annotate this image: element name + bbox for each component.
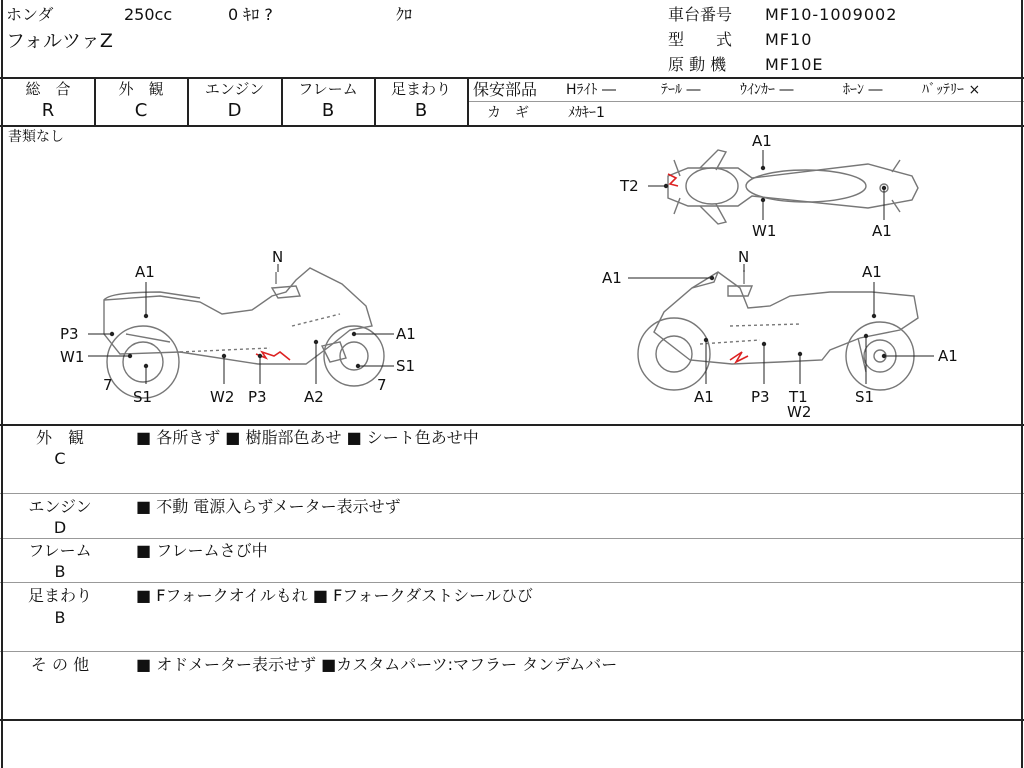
note-label: 外 観 <box>35 428 84 447</box>
model-name: フォルツァZ <box>6 30 113 52</box>
type-value: MF10 <box>765 30 813 49</box>
diagram-label: S1 <box>396 357 416 375</box>
grade-value: B <box>321 100 335 121</box>
diagram-label: N <box>272 248 284 266</box>
note-grade: B <box>54 562 66 581</box>
damage-marks <box>256 174 748 362</box>
note-label: エンジン <box>28 497 92 516</box>
diagram-label: W1 <box>752 222 777 240</box>
note-text: ■ 各所きず ■ 樹脂部色あせ ■ シート色あせ中 <box>136 428 479 447</box>
grade-value: D <box>227 100 242 121</box>
key-value: ﾒｶｷｰ1 <box>568 105 605 121</box>
note-text: ■ オドメーター表示せず ■カスタムパーツ:マフラー タンデムバー <box>136 655 618 674</box>
mileage: 0 ｷﾛ ? <box>228 5 273 24</box>
note-grade: D <box>53 518 67 537</box>
key-label: カ ギ <box>487 105 529 121</box>
note-text: ■ 不動 電源入らずメーター表示せず <box>136 497 401 516</box>
note-label: 足まわり <box>27 586 92 605</box>
grade-label: 足まわり <box>390 80 451 98</box>
color: ｸﾛ <box>396 5 413 24</box>
diagram-label: A1 <box>862 263 882 281</box>
grade-value: C <box>134 100 148 121</box>
safety-battery: ﾊﾞｯﾃﾘｰ × <box>922 82 981 98</box>
note-grade: C <box>54 449 66 468</box>
safety-winker: ｳｲﾝｶｰ ― <box>740 82 794 98</box>
displacement: 250cc <box>124 5 173 24</box>
diagram-label: W2 <box>787 403 812 421</box>
note-label: そ の 他 <box>30 655 90 674</box>
diagram-label: W1 <box>60 348 85 366</box>
diagram-label: 7 <box>377 376 387 394</box>
diagram-label: A1 <box>602 269 622 287</box>
diagram-label: 7 <box>103 376 113 394</box>
diagram-label: W2 <box>210 388 235 406</box>
leader-lines <box>88 150 934 384</box>
diagram-label: N <box>738 248 750 266</box>
maker: ホンダ <box>6 5 54 24</box>
frame-no: MF10-1009002 <box>765 5 898 24</box>
diagram-label: A1 <box>135 263 155 281</box>
grade-value: B <box>414 100 428 121</box>
grade-value: R <box>41 100 55 121</box>
note-text: ■ Fフォークオイルもれ ■ Fフォークダストシールひび <box>136 586 533 605</box>
diagram-label: T2 <box>620 177 639 195</box>
diagram-label: T1 <box>789 388 808 406</box>
engine-value: MF10E <box>765 55 824 74</box>
diagram-label: P3 <box>751 388 770 406</box>
safety-taillight: ﾃｰﾙ ― <box>661 82 701 98</box>
diagram-label: S1 <box>855 388 875 406</box>
scooter-right-view <box>638 270 918 390</box>
grade-label: フレーム <box>298 80 358 98</box>
diagram-label: A1 <box>752 132 772 150</box>
diagram-label: P3 <box>248 388 267 406</box>
engine-label: 原 動 機 <box>668 55 727 74</box>
grade-label: エンジン <box>204 80 265 98</box>
diagram-label: A1 <box>872 222 892 240</box>
damage-points <box>110 166 886 368</box>
diagram-labels <box>60 132 958 421</box>
documents-status: 書類なし <box>8 129 64 145</box>
note-grade: B <box>54 608 66 627</box>
diagram-label: A1 <box>938 347 958 365</box>
type-label: 型 式 <box>668 30 733 49</box>
diagram-label: A2 <box>304 388 324 406</box>
scooter-top-view <box>668 150 918 224</box>
note-text: ■ フレームさび中 <box>136 541 268 560</box>
grade-label: 総 合 <box>25 80 71 98</box>
diagram-label: A1 <box>694 388 714 406</box>
diagram-label: P3 <box>60 325 79 343</box>
grade-label: 外 観 <box>118 80 164 98</box>
note-label: フレーム <box>28 541 92 560</box>
safety-horn: ﾎｰﾝ ― <box>843 82 883 98</box>
safety-label: 保安部品 <box>473 80 538 99</box>
diagram-label: A1 <box>396 325 416 343</box>
diagram-label: S1 <box>133 388 153 406</box>
safety-headlight: Hﾗｲﾄ ― <box>566 82 616 98</box>
frame-no-label: 車台番号 <box>668 5 733 24</box>
